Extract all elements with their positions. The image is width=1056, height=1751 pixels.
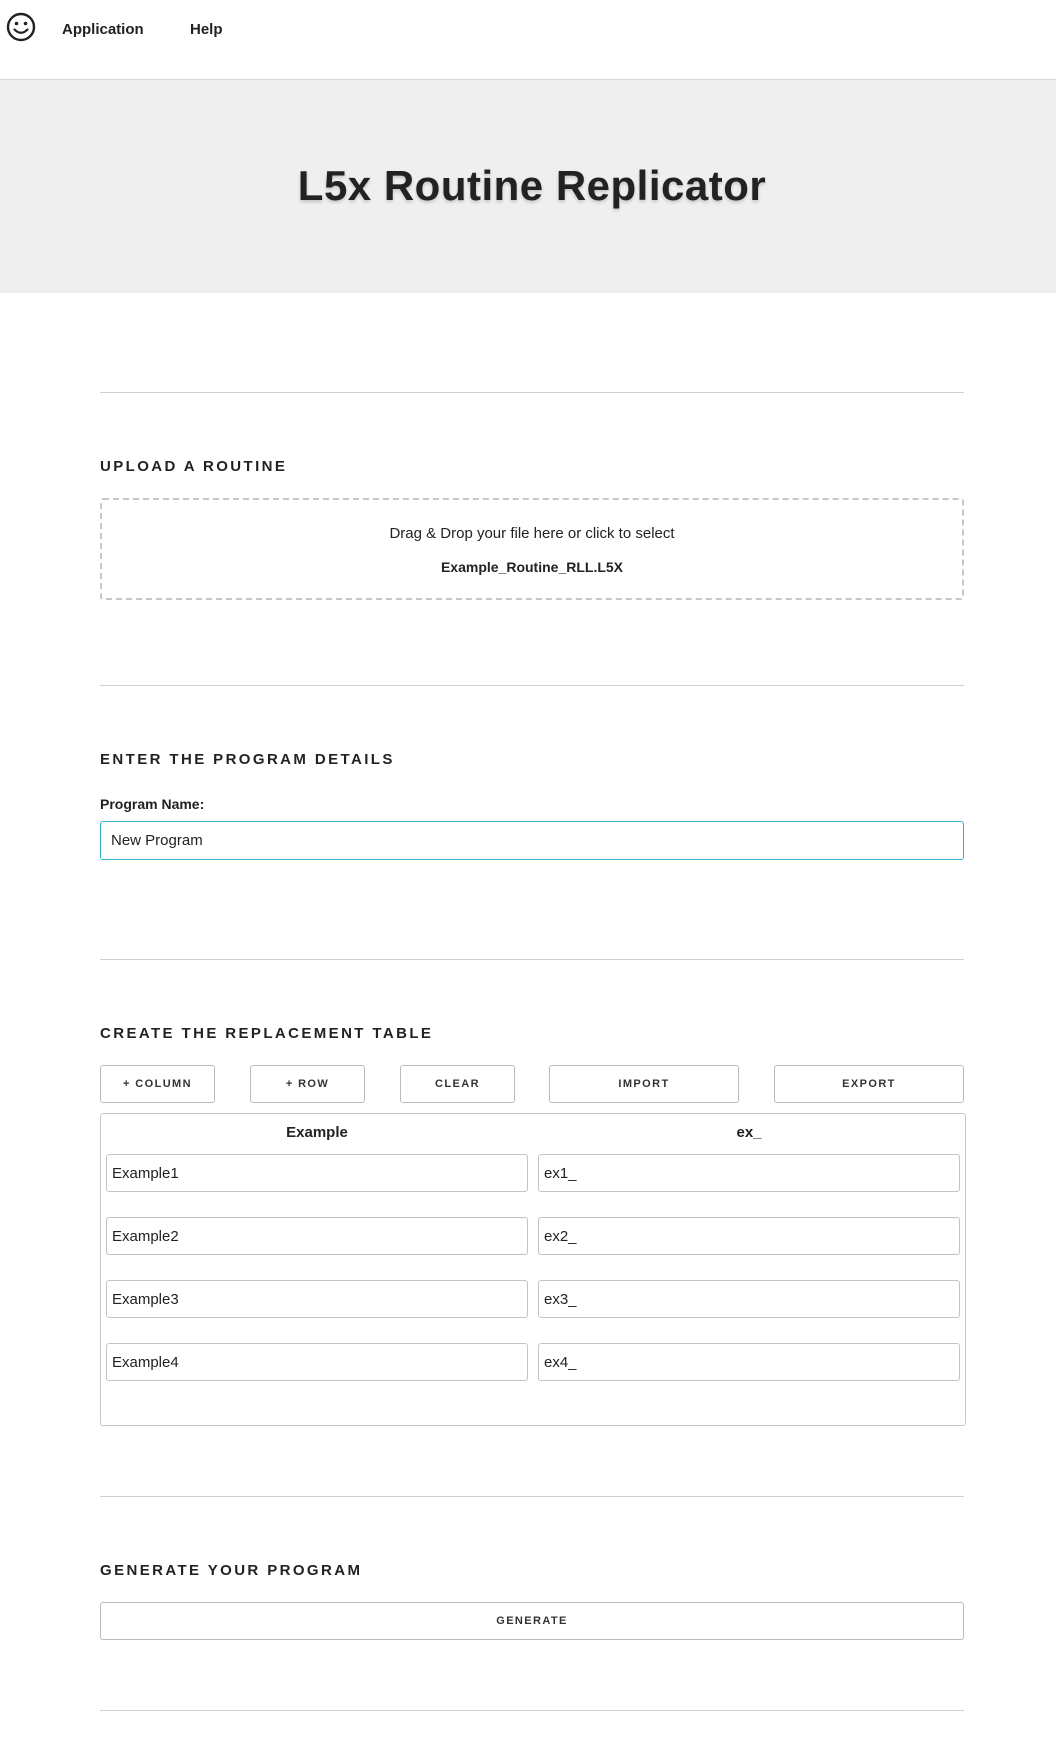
generate-button[interactable]: GENERATE bbox=[100, 1602, 964, 1640]
section-divider bbox=[100, 392, 964, 393]
table-cell-input[interactable] bbox=[538, 1217, 960, 1255]
export-button[interactable]: EXPORT bbox=[774, 1065, 964, 1103]
table-cell-input[interactable] bbox=[538, 1280, 960, 1318]
table-cell-input[interactable] bbox=[538, 1154, 960, 1192]
table-cell-input[interactable] bbox=[538, 1343, 960, 1381]
hero-banner bbox=[0, 80, 1056, 293]
section-divider bbox=[100, 1710, 964, 1711]
program-name-input[interactable] bbox=[100, 821, 964, 860]
add-column-button[interactable]: + COLUMN bbox=[100, 1065, 215, 1103]
column-header: ex_ bbox=[736, 1124, 762, 1141]
add-row-button[interactable]: + ROW bbox=[250, 1065, 365, 1103]
file-dropzone[interactable] bbox=[100, 498, 964, 600]
section-divider bbox=[100, 685, 964, 686]
upload-heading: UPLOAD A ROUTINE bbox=[100, 458, 288, 475]
program-name-label: Program Name: bbox=[100, 796, 205, 812]
top-nav bbox=[0, 0, 1056, 80]
table-cell-input[interactable] bbox=[106, 1154, 528, 1192]
smiley-face-icon[interactable] bbox=[6, 12, 36, 42]
column-header: Example bbox=[286, 1124, 348, 1141]
generate-heading: GENERATE YOUR PROGRAM bbox=[100, 1562, 363, 1579]
clear-button[interactable]: CLEAR bbox=[400, 1065, 515, 1103]
replacement-table-heading: CREATE THE REPLACEMENT TABLE bbox=[100, 1025, 434, 1042]
table-cell-input[interactable] bbox=[106, 1280, 528, 1318]
replacement-table bbox=[100, 1113, 966, 1426]
uploaded-file-name: Example_Routine_RLL.L5X bbox=[440, 559, 624, 575]
program-details-heading: ENTER THE PROGRAM DETAILS bbox=[100, 751, 395, 768]
import-button[interactable]: IMPORT bbox=[549, 1065, 739, 1103]
section-divider bbox=[100, 959, 964, 960]
nav-application[interactable]: Application bbox=[62, 21, 144, 38]
page-title: L5x Routine Replicator bbox=[297, 162, 767, 209]
table-cell-input[interactable] bbox=[106, 1217, 528, 1255]
dropzone-hint: Drag & Drop your file here or click to select bbox=[389, 525, 675, 542]
table-cell-input[interactable] bbox=[106, 1343, 528, 1381]
section-divider bbox=[100, 1496, 964, 1497]
nav-help[interactable]: Help bbox=[190, 21, 223, 38]
